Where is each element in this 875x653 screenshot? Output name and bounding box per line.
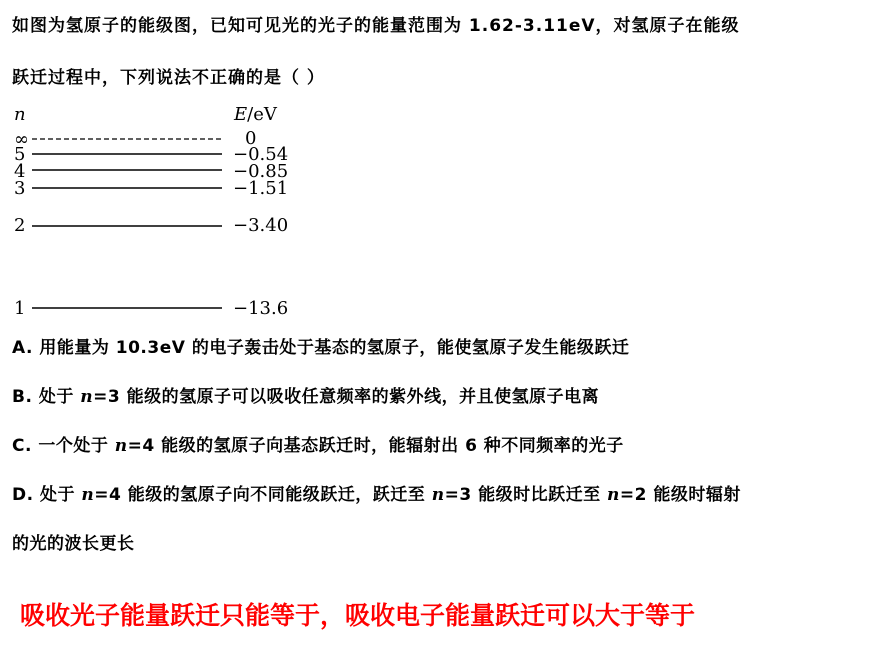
e-axis-header (233, 104, 278, 125)
level-energy-2: −3.40 (233, 215, 289, 236)
energy-level-diagram (0, 96, 320, 326)
e-axis-symbol: E (234, 104, 248, 125)
e-axis-unit: /eV (247, 104, 277, 125)
level-label-1: 1 (14, 298, 26, 319)
option-c (12, 438, 624, 455)
level-label-5: 5 (14, 144, 26, 165)
option-d-continuation: 的光的波长更长 (12, 534, 135, 554)
option-b-variable: n (80, 387, 94, 407)
option-b-prefix: B. 处于 (12, 387, 81, 407)
option-d-prefix: D. 处于 (12, 485, 82, 505)
option-d-variable-1: n (81, 485, 95, 505)
level-label-4: 4 (14, 161, 26, 182)
n-axis-header: n (14, 104, 26, 125)
level-label-inf: ∞ (14, 129, 29, 150)
level-energy-5: −0.54 (233, 144, 289, 165)
level-energy-inf: 0 (245, 128, 257, 149)
level-energy-1: −13.6 (233, 298, 289, 319)
level-label-2: 2 (14, 215, 26, 236)
option-d-variable-2: n (431, 485, 445, 505)
option-d-text-2: =3 能级时比跃迁至 (444, 485, 607, 505)
option-c-text: =4 能级的氢原子向基态跃迁时，能辐射出 6 种不同频率的光子 (127, 436, 624, 456)
option-d-text-3: =2 能级时辐射 (619, 485, 741, 505)
option-b (12, 389, 599, 406)
question-line-1: 如图为氢原子的能级图，已知可见光的光子的能量范围为 1.62-3.11eV，对氢原子在能级 (12, 16, 740, 36)
option-c-prefix: C. 一个处于 (12, 436, 115, 456)
level-energy-3: −1.51 (233, 178, 289, 199)
question-line-2: 跃迁过程中，下列说法不正确的是（ ） (12, 68, 325, 88)
option-d (12, 487, 741, 504)
option-d-variable-3: n (607, 485, 620, 505)
level-label-3: 3 (14, 178, 26, 199)
option-c-variable: n (114, 436, 128, 456)
level-energy-4: −0.85 (233, 161, 289, 182)
option-a: A. 用能量为 10.3eV 的电子轰击处于基态的氢原子，能使氢原子发生能级跃迁 (12, 338, 630, 358)
option-b-text: =3 能级的氢原子可以吸收任意频率的紫外线，并且使氢原子电离 (93, 387, 600, 407)
option-d-text-1: =4 能级的氢原子向不同能级跃迁，跃迁至 (94, 485, 432, 505)
red-note: 吸收光子能量跃迁只能等于，吸收电子能量跃迁可以大于等于 (20, 601, 696, 630)
